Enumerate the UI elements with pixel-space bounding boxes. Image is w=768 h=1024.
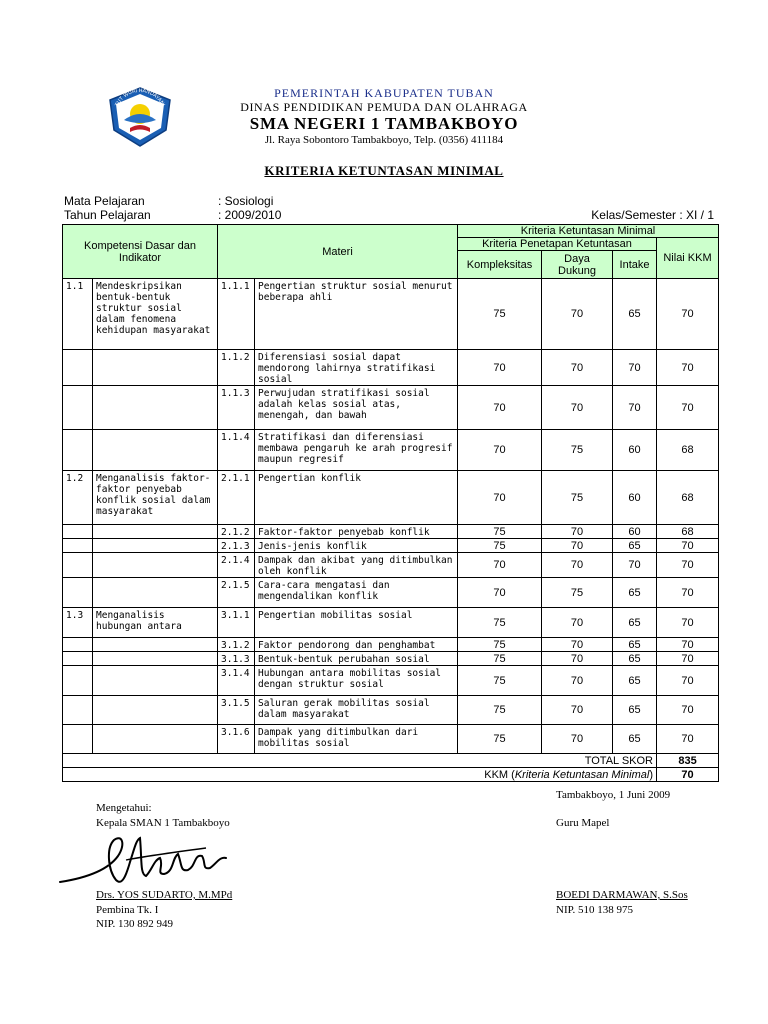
kd-number: [63, 652, 93, 666]
table-row: [63, 553, 719, 578]
nilai-kkm-value: 70: [657, 725, 719, 754]
materi-code: 2.1.5: [218, 578, 255, 608]
kd-number: [63, 725, 93, 754]
kd-description: [93, 696, 218, 725]
daya-dukung-value: 70: [542, 525, 613, 539]
intake-value: 60: [613, 525, 657, 539]
total-score-row: [63, 754, 719, 768]
kd-description: [93, 539, 218, 553]
kd-description: [93, 525, 218, 539]
header-nilai-kkm: Nilai KKM: [657, 238, 719, 279]
header-kompleksitas: Kompleksitas: [458, 251, 542, 279]
materi-description: Stratifikasi dan diferensiasi membawa pengaruh ke arah progresif maupun regresif: [255, 430, 458, 471]
kompleksitas-value: 75: [458, 525, 542, 539]
table-row: [63, 652, 719, 666]
daya-dukung-value: 70: [542, 350, 613, 386]
materi-code: 2.1.4: [218, 553, 255, 578]
intake-value: 65: [613, 652, 657, 666]
headmaster-name: Drs. YOS SUDARTO, M.MPd: [96, 889, 233, 901]
materi-code: 3.1.4: [218, 666, 255, 696]
materi-description: Saluran gerak mobilitas sosial dalam masyarakat: [255, 696, 458, 725]
materi-code: 1.1.2: [218, 350, 255, 386]
kkm-table: [62, 224, 719, 782]
daya-dukung-value: 75: [542, 430, 613, 471]
header-kkm-group: Kriteria Ketuntasan Minimal: [458, 225, 719, 238]
kompleksitas-value: 70: [458, 578, 542, 608]
subject-value: : Sosiologi: [218, 194, 274, 208]
kompleksitas-value: 75: [458, 638, 542, 652]
intake-value: 70: [613, 350, 657, 386]
intake-value: 60: [613, 430, 657, 471]
materi-code: 3.1.3: [218, 652, 255, 666]
kompleksitas-value: 70: [458, 553, 542, 578]
kd-description: [93, 430, 218, 471]
kd-number: [63, 578, 93, 608]
materi-description: Dampak yang ditimbulkan dari mobilitas sosial: [255, 725, 458, 754]
materi-code: 3.1.1: [218, 608, 255, 638]
kd-number: 1.3: [63, 608, 93, 638]
materi-code: 2.1.2: [218, 525, 255, 539]
headmaster-title: Kepala SMAN 1 Tambakboyo: [96, 817, 230, 829]
kd-description: [93, 638, 218, 652]
header-kd: Kompetensi Dasar dan Indikator: [63, 225, 218, 279]
kd-number: 1.1: [63, 279, 93, 350]
header-daya-dukung: Daya Dukung: [542, 251, 613, 279]
kd-number: [63, 638, 93, 652]
kd-number: [63, 430, 93, 471]
kompleksitas-value: 75: [458, 279, 542, 350]
table-row: [63, 638, 719, 652]
nilai-kkm-value: 68: [657, 471, 719, 525]
svg-text:TUT WURI HANDAYANI: TUT WURI HANDAYANI: [114, 87, 166, 108]
daya-dukung-value: 70: [542, 553, 613, 578]
teacher-title: Guru Mapel: [556, 817, 610, 829]
kd-description: [93, 652, 218, 666]
kd-number: [63, 350, 93, 386]
kkm-label-pre: KKM (: [484, 768, 515, 781]
subject-label: Mata Pelajaran: [64, 194, 145, 208]
materi-code: 2.1.3: [218, 539, 255, 553]
kd-number: 1.2: [63, 471, 93, 525]
kompleksitas-value: 70: [458, 386, 542, 430]
header-penetapan: Kriteria Penetapan Ketuntasan: [458, 238, 657, 251]
teacher-name: BOEDI DARMAWAN, S.Sos: [556, 889, 688, 901]
intake-value: 65: [613, 608, 657, 638]
table-row: [63, 666, 719, 696]
nilai-kkm-value: 70: [657, 652, 719, 666]
nilai-kkm-value: 70: [657, 578, 719, 608]
materi-code: 3.1.2: [218, 638, 255, 652]
headmaster-rank: Pembina Tk. I: [96, 904, 159, 916]
headmaster-signature: [56, 826, 236, 896]
materi-description: Hubungan antara mobilitas sosial dengan struktur sosial: [255, 666, 458, 696]
kkm-result-row: [63, 768, 719, 782]
kompleksitas-value: 70: [458, 430, 542, 471]
materi-description: Dampak dan akibat yang ditimbulkan oleh konflik: [255, 553, 458, 578]
materi-description: Diferensiasi sosial dapat mendorong lahirnya stratifikasi sosial: [255, 350, 458, 386]
class-semester: Kelas/Semester : XI / 1: [591, 208, 714, 222]
place-date: Tambakboyo, 1 Juni 2009: [556, 789, 671, 801]
table-row: [63, 539, 719, 553]
nilai-kkm-value: 70: [657, 696, 719, 725]
materi-code: 2.1.1: [218, 471, 255, 525]
materi-description: Perwujudan stratifikasi sosial adalah kelas sosial atas, menengah, dan bawah: [255, 386, 458, 430]
intake-value: 65: [613, 638, 657, 652]
year-label: Tahun Pelajaran: [64, 208, 151, 222]
kompleksitas-value: 75: [458, 652, 542, 666]
kompleksitas-value: 75: [458, 696, 542, 725]
kkm-label-post: ): [649, 768, 653, 781]
materi-code: 3.1.5: [218, 696, 255, 725]
intake-value: 65: [613, 539, 657, 553]
table-row: [63, 430, 719, 471]
materi-code: 1.1.1: [218, 279, 255, 350]
daya-dukung-value: 75: [542, 578, 613, 608]
school-address: Jl. Raya Sobontoro Tambakboyo, Telp. (0356) 411184: [264, 134, 504, 146]
daya-dukung-value: 70: [542, 608, 613, 638]
materi-description: Pengertian mobilitas sosial: [255, 608, 458, 638]
table-row: [63, 725, 719, 754]
kd-number: [63, 525, 93, 539]
school-name: SMA NEGERI 1 TAMBAKBOYO: [249, 114, 519, 133]
materi-code: 1.1.4: [218, 430, 255, 471]
daya-dukung-value: 70: [542, 539, 613, 553]
table-row: [63, 279, 719, 350]
kd-number: [63, 553, 93, 578]
header-materi: Materi: [218, 225, 458, 279]
materi-description: Faktor pendorong dan penghambat: [255, 638, 458, 652]
kd-description: [93, 578, 218, 608]
year-value: : 2009/2010: [218, 208, 282, 222]
table-row: [63, 525, 719, 539]
daya-dukung-value: 70: [542, 638, 613, 652]
intake-value: 70: [613, 553, 657, 578]
daya-dukung-value: 70: [542, 696, 613, 725]
acknowledged-label: Mengetahui:: [96, 802, 152, 814]
kd-number: [63, 386, 93, 430]
nilai-kkm-value: 70: [657, 350, 719, 386]
intake-value: 65: [613, 696, 657, 725]
daya-dukung-value: 75: [542, 471, 613, 525]
kompleksitas-value: 75: [458, 725, 542, 754]
kd-description: [93, 350, 218, 386]
kompleksitas-value: 70: [458, 350, 542, 386]
daya-dukung-value: 70: [542, 725, 613, 754]
intake-value: 65: [613, 279, 657, 350]
table-row: [63, 350, 719, 386]
kkm-label-italic: Kriteria Ketuntasan Minimal: [514, 768, 650, 781]
total-score-value: 835: [657, 754, 719, 768]
intake-value: 65: [613, 666, 657, 696]
nilai-kkm-value: 70: [657, 638, 719, 652]
kompleksitas-value: 75: [458, 666, 542, 696]
table-row: [63, 471, 719, 525]
total-score-label: TOTAL SKOR: [63, 754, 657, 768]
kkm-result-label: [63, 768, 657, 782]
intake-value: 65: [613, 578, 657, 608]
materi-description: Bentuk-bentuk perubahan sosial: [255, 652, 458, 666]
materi-description: Pengertian struktur sosial menurut beberapa ahli: [255, 279, 458, 350]
materi-code: 3.1.6: [218, 725, 255, 754]
materi-description: Jenis-jenis konflik: [255, 539, 458, 553]
kd-description: Menganalisis faktor-faktor penyebab konflik sosial dalam masyarakat: [93, 471, 218, 525]
kd-description: [93, 553, 218, 578]
kd-description: [93, 386, 218, 430]
government-name: PEMERINTAH KABUPATEN TUBAN: [274, 86, 494, 100]
daya-dukung-value: 70: [542, 386, 613, 430]
table-row: [63, 608, 719, 638]
daya-dukung-value: 70: [542, 652, 613, 666]
materi-description: Cara-cara mengatasi dan mengendalikan konflik: [255, 578, 458, 608]
document-title: KRITERIA KETUNTASAN MINIMAL: [264, 163, 504, 178]
nilai-kkm-value: 68: [657, 525, 719, 539]
nilai-kkm-value: 70: [657, 386, 719, 430]
kd-description: [93, 725, 218, 754]
nilai-kkm-value: 70: [657, 539, 719, 553]
daya-dukung-value: 70: [542, 666, 613, 696]
kd-number: [63, 696, 93, 725]
teacher-nip: NIP. 510 138 975: [556, 904, 634, 916]
kkm-result-value: 70: [657, 768, 719, 782]
intake-value: 70: [613, 386, 657, 430]
kd-number: [63, 539, 93, 553]
nilai-kkm-value: 70: [657, 608, 719, 638]
nilai-kkm-value: 70: [657, 666, 719, 696]
kompleksitas-value: 75: [458, 539, 542, 553]
nilai-kkm-value: 70: [657, 553, 719, 578]
materi-code: 1.1.3: [218, 386, 255, 430]
table-row: [63, 578, 719, 608]
daya-dukung-value: 70: [542, 279, 613, 350]
materi-description: Pengertian konflik: [255, 471, 458, 525]
kd-description: Mendeskripsikan bentuk-bentuk struktur sosial dalam fenomena kehidupan masyarakat: [93, 279, 218, 350]
headmaster-nip: NIP. 130 892 949: [96, 918, 174, 930]
agency-name: DINAS PENDIDIKAN PEMUDA DAN OLAHRAGA: [240, 100, 528, 114]
nilai-kkm-value: 70: [657, 279, 719, 350]
kompleksitas-value: 75: [458, 608, 542, 638]
table-row: [63, 696, 719, 725]
intake-value: 60: [613, 471, 657, 525]
kd-number: [63, 666, 93, 696]
nilai-kkm-value: 68: [657, 430, 719, 471]
kd-description: Menganalisis hubungan antara: [93, 608, 218, 638]
materi-description: Faktor-faktor penyebab konflik: [255, 525, 458, 539]
table-row: [63, 386, 719, 430]
kompleksitas-value: 70: [458, 471, 542, 525]
intake-value: 65: [613, 725, 657, 754]
header-intake: Intake: [613, 251, 657, 279]
kd-description: [93, 666, 218, 696]
